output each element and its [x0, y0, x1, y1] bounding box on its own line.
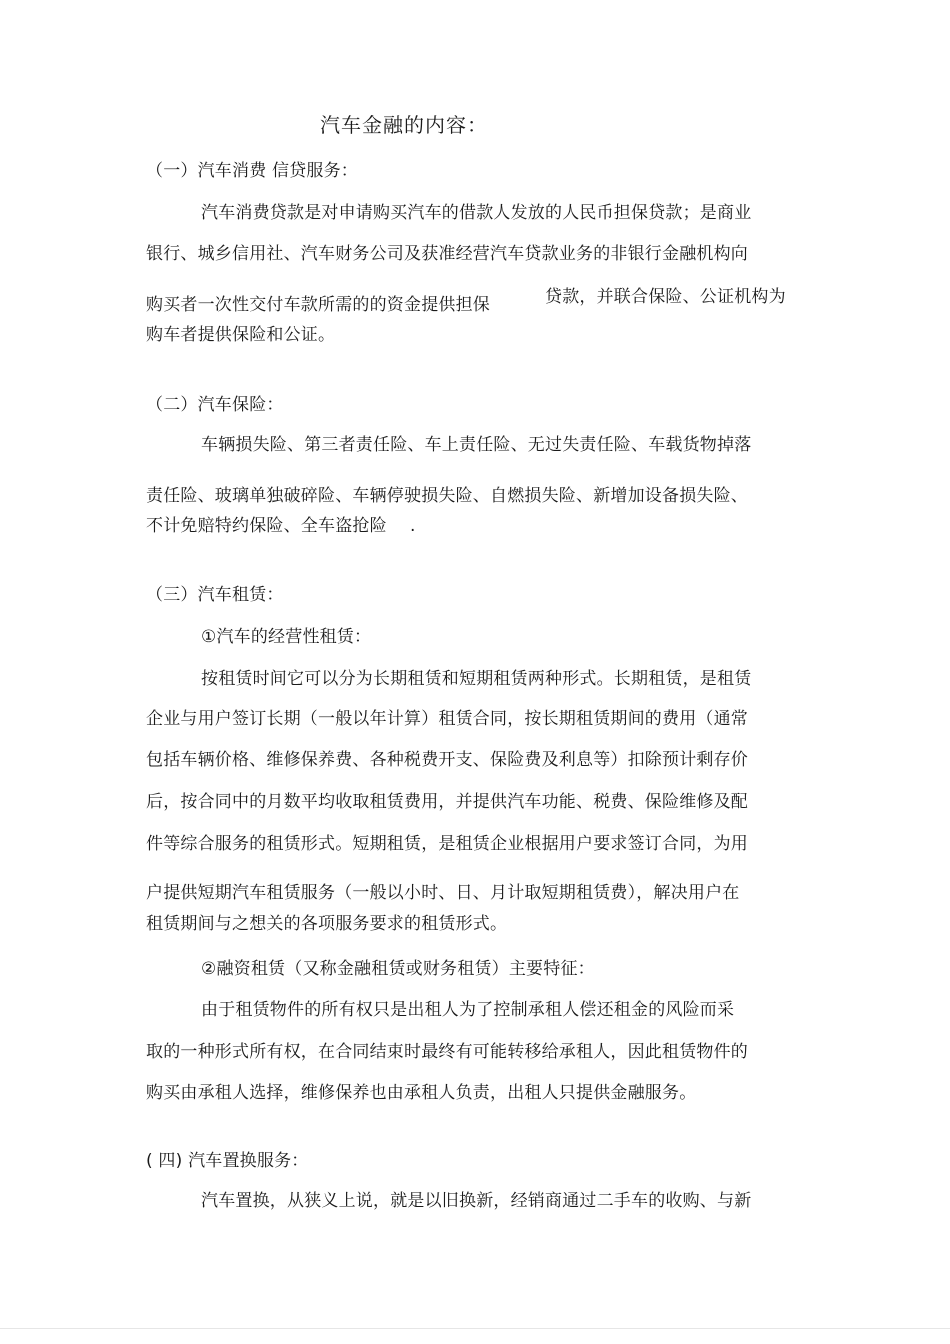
- section-4-heading: ( 四) 汽车置换服务：: [146, 1151, 309, 1171]
- section-3-subheading-1: ①汽车的经营性租赁：: [201, 627, 372, 647]
- section-3-para-1-line: 企业与用户签订长期（一般以年计算）租赁合同，按长期租赁期间的费用（通常: [146, 709, 748, 729]
- section-1-line-1: 汽车消费贷款是对申请购买汽车的借款人发放的人民币担保贷款；是商业: [201, 203, 752, 223]
- section-1-line-3b: 贷款，并联合保险、公证机构为: [545, 287, 786, 307]
- section-3-para-1-line: 租赁期间与之想关的各项服务要求的租赁形式。: [146, 914, 508, 934]
- section-3-subheading-2: ②融资租赁（又称金融租赁或财务租赁）主要特征：: [201, 959, 595, 979]
- section-3-para-1-line: 包括车辆价格、维修保养费、各种税费开支、保险费及利息等）扣除预计剩存价: [146, 750, 748, 770]
- section-1-heading: （一）汽车消费 信贷服务：: [146, 161, 359, 181]
- section-3-para-1-line: 件等综合服务的租赁形式。短期租赁，是租赁企业根据用户要求签订合同，为用: [146, 834, 748, 854]
- section-2-line-3b: .: [410, 516, 416, 536]
- section-1-line-2: 银行、城乡信用社、汽车财务公司及获准经营汽车贷款业务的非银行金融机构向: [146, 244, 748, 264]
- section-1-line-3a: 购买者一次性交付车款所需的的资金提供担保: [146, 295, 490, 315]
- section-2-heading: （二）汽车保险：: [146, 395, 284, 415]
- section-3-para-2-line: 购买由承租人选择，维修保养也由承租人负责，出租人只提供金融服务。: [146, 1083, 697, 1103]
- section-4-line-1: 汽车置换，从狭义上说，就是以旧换新，经销商通过二手车的收购、与新: [201, 1191, 752, 1211]
- section-3-para-2-line: 由于租赁物件的所有权只是出租人为了控制承租人偿还租金的风险而采: [201, 1000, 735, 1020]
- section-3-para-1-line: 按租赁时间它可以分为长期租赁和短期租赁两种形式。长期租赁，是租赁: [201, 669, 752, 689]
- page-title: 汽车金融的内容：: [320, 113, 488, 137]
- section-2-line-2: 责任险、玻璃单独破碎险、车辆停驶损失险、自燃损失险、新增加设备损失险、: [146, 486, 748, 506]
- page-bottom-edge: [0, 1328, 950, 1329]
- section-3-heading: （三）汽车租赁：: [146, 585, 284, 605]
- section-3-para-2-line: 取的一种形式所有权，在合同结束时最终有可能转移给承租人，因此租赁物件的: [146, 1042, 748, 1062]
- section-2-line-1: 车辆损失险、第三者责任险、车上责任险、无过失责任险、车载货物掉落: [201, 435, 752, 455]
- section-3-para-1-line: 后，按合同中的月数平均收取租赁费用，并提供汽车功能、税费、保险维修及配: [146, 792, 748, 812]
- section-3-para-1-line: 户提供短期汽车租赁服务（一般以小时、日、月计取短期租赁费），解决用户在: [146, 883, 740, 903]
- section-1-line-4: 购车者提供保险和公证。: [146, 325, 336, 345]
- section-2-line-3a: 不计免赔特约保险、全车盗抢险: [146, 516, 387, 536]
